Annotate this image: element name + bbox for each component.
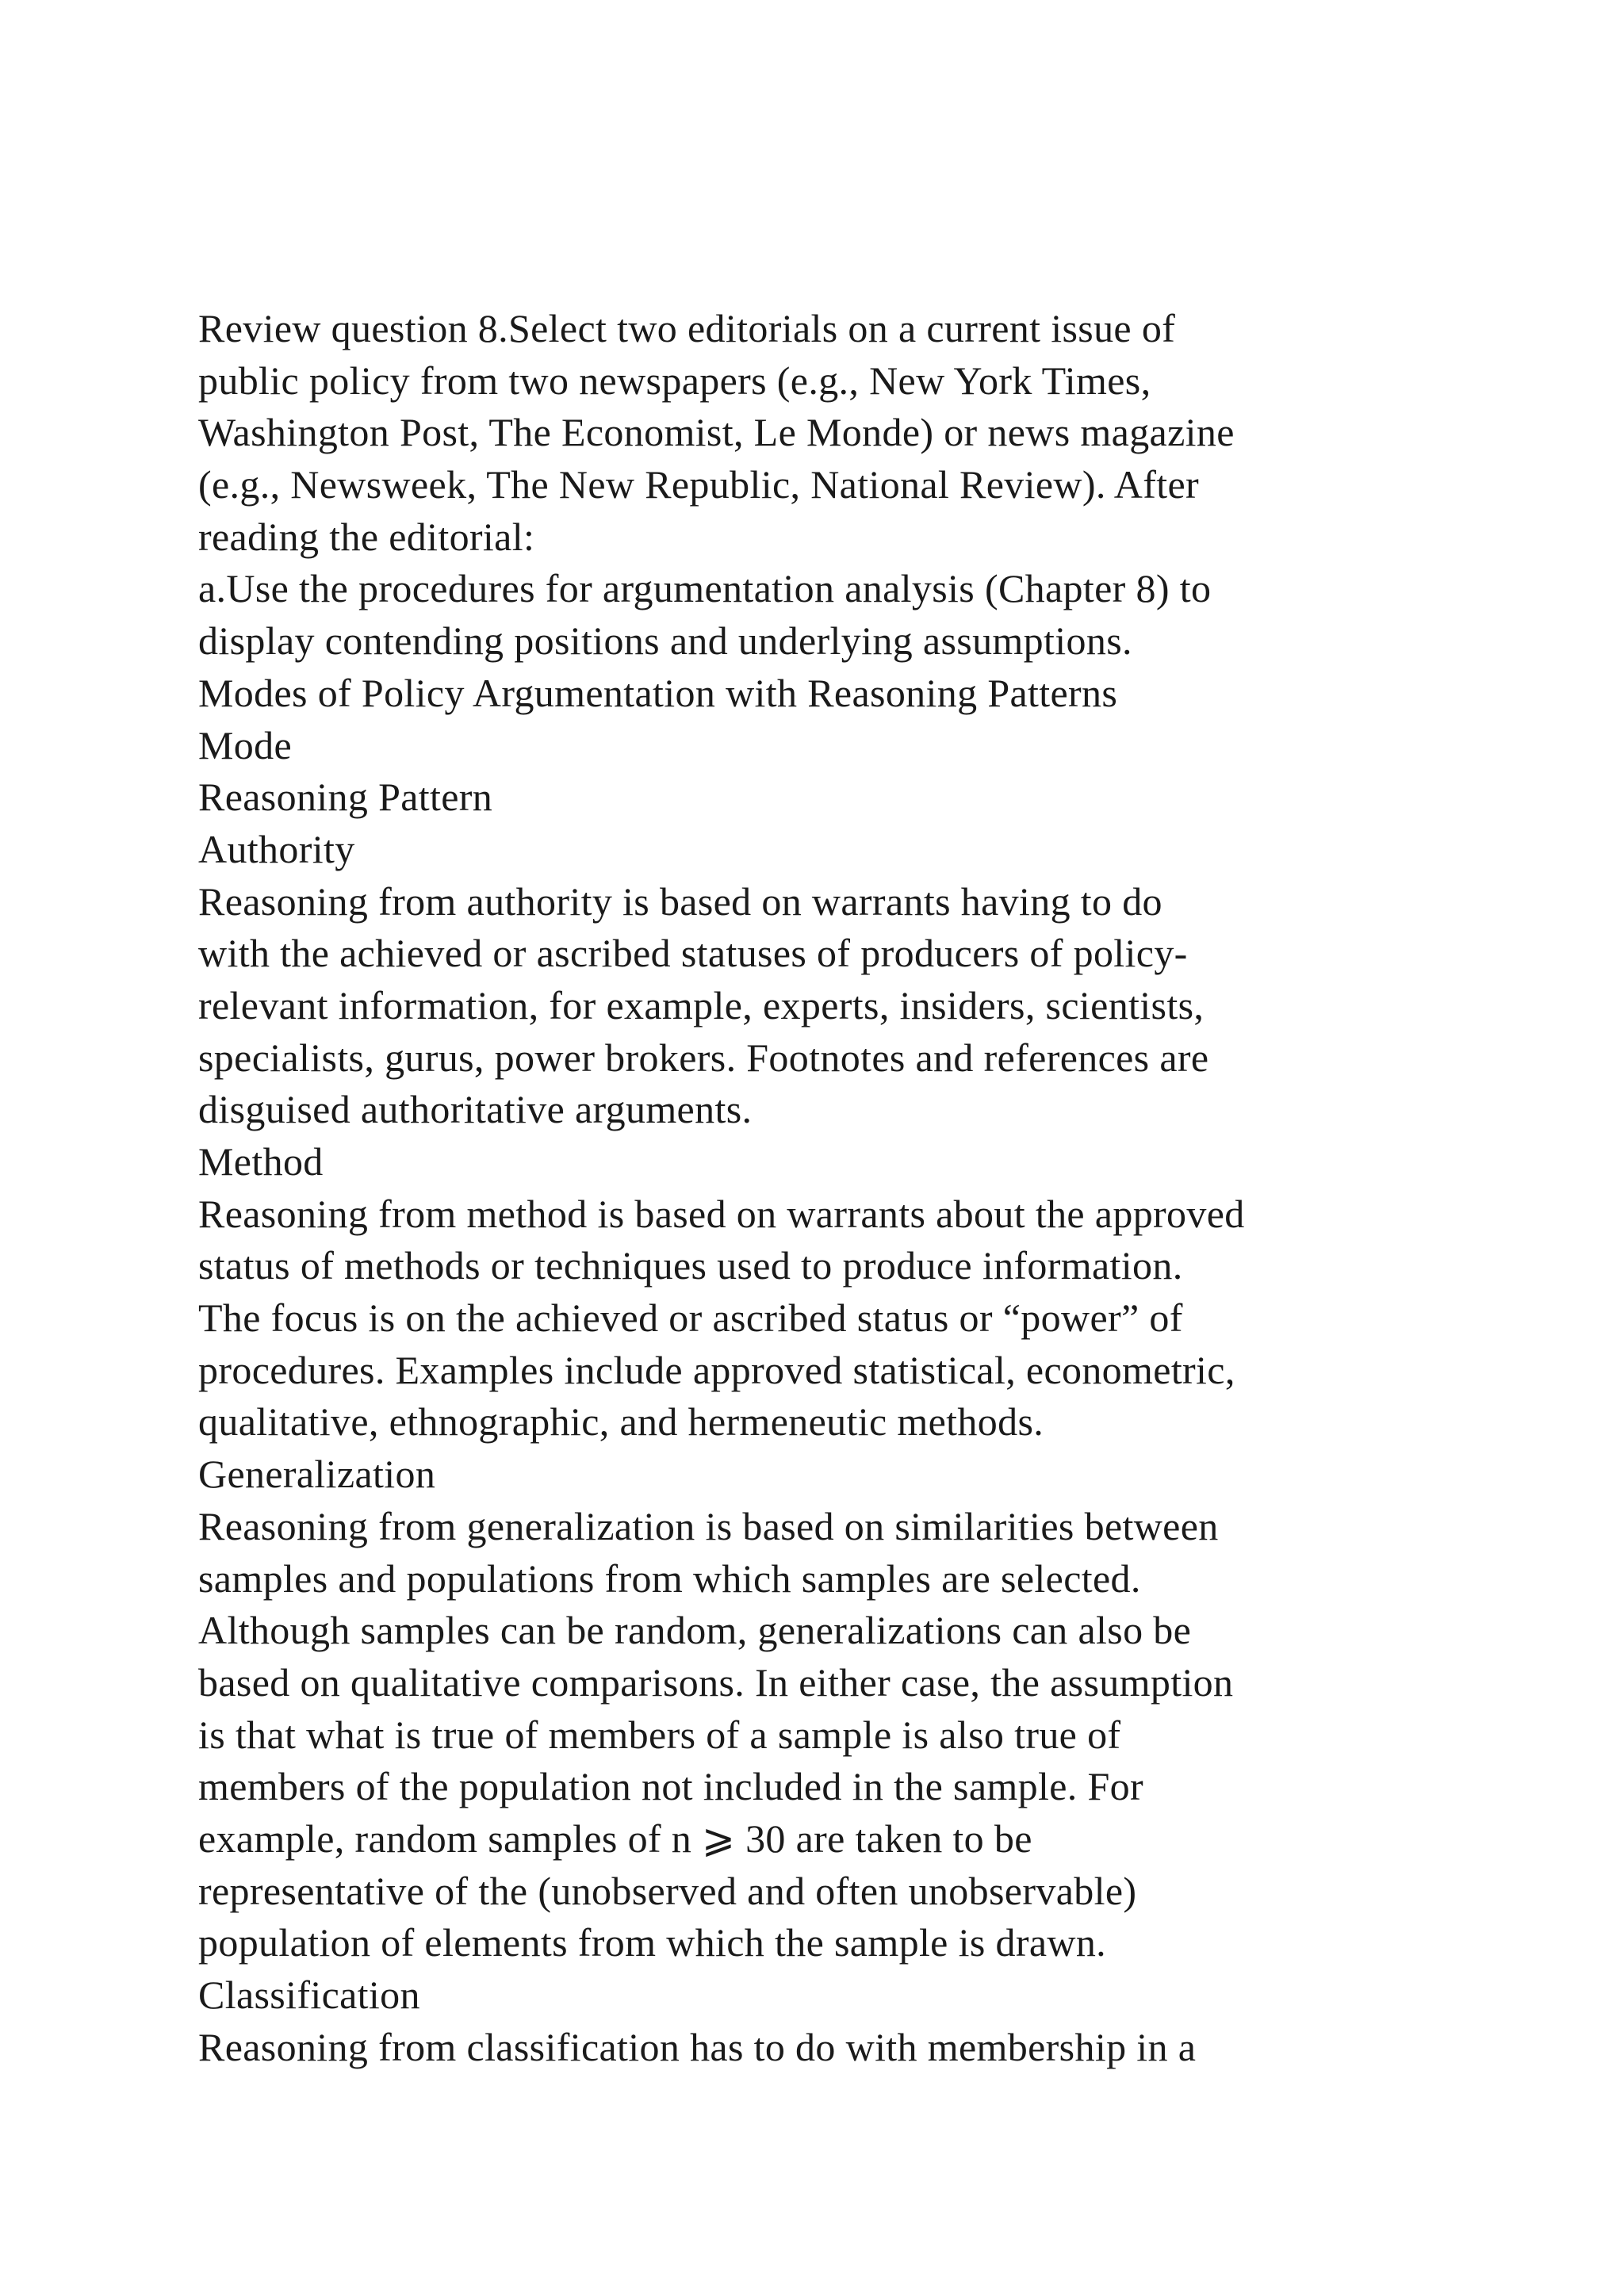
question-line-4: (e.g., Newsweek, The New Republic, National Review). After (198, 462, 1200, 507)
authority-text-line-2: with the achieved or ascribed statuses of producers of policy- (198, 931, 1188, 976)
table-title: Modes of Policy Argumentation with Reasoning Patterns (198, 670, 1118, 715)
authority-text-line-1: Reasoning from authority is based on warrants having to do (198, 878, 1162, 924)
authority-text-line-3: relevant information, for example, experts, insiders, scientists, (198, 982, 1205, 1027)
document-body (198, 303, 1546, 2073)
column-header-reasoning-pattern: Reasoning Pattern (198, 775, 493, 820)
generalization-text-line-8: representative of the (unobserved and often unobservable) (198, 1868, 1137, 1913)
mode-authority: Authority (198, 826, 355, 871)
question-line-3: Washington Post, The Economist, Le Monde) or news magazine (198, 410, 1235, 455)
mode-generalization: Generalization (198, 1452, 436, 1497)
generalization-text-line-5: is that what is true of members of a sample is also true of (198, 1712, 1121, 1757)
mode-method: Method (198, 1139, 324, 1184)
authority-text-line-4: specialists, gurus, power brokers. Footnotes and references are (198, 1035, 1209, 1080)
generalization-text-line-1: Reasoning from generalization is based on similarities between (198, 1503, 1219, 1548)
question-line-5: reading the editorial: (198, 514, 535, 559)
classification-text-line-1: Reasoning from classification has to do with membership in a (198, 2024, 1197, 2069)
question-line-1: Review question 8.Select two editorials on a current issue of (198, 306, 1176, 350)
generalization-text-line-6: members of the population not included in the sample. For (198, 1764, 1143, 1809)
generalization-text-line-7: example, random samples of n ⩾ 30 are taken to be (198, 1816, 1032, 1861)
generalization-text-line-4: based on qualitative comparisons. In either case, the assumption (198, 1659, 1234, 1705)
task-line-1: a.Use the procedures for argumentation analysis (Chapter 8) to (198, 566, 1212, 611)
method-text-line-2: status of methods or techniques used to produce information. (198, 1243, 1183, 1288)
authority-text-line-5: disguised authoritative arguments. (198, 1087, 753, 1132)
method-text-line-3: The focus is on the achieved or ascribed status or “power” of (198, 1295, 1183, 1341)
task-line-2: display contending positions and underlying assumptions. (198, 618, 1132, 664)
question-line-2: public policy from two newspapers (e.g., New York Times, (198, 358, 1151, 403)
method-text-line-1: Reasoning from method is based on warrants about the approved (198, 1191, 1245, 1236)
generalization-text-line-3: Although samples can be random, generalizations can also be (198, 1608, 1192, 1653)
column-header-mode: Mode (198, 722, 293, 767)
generalization-text-line-9: population of elements from which the sample is drawn. (198, 1920, 1107, 1965)
method-text-line-5: qualitative, ethnographic, and hermeneutic methods. (198, 1399, 1044, 1445)
generalization-text-line-2: samples and populations from which samples are selected. (198, 1556, 1141, 1601)
mode-classification: Classification (198, 1973, 420, 2017)
method-text-line-4: procedures. Examples include approved statistical, econometric, (198, 1347, 1235, 1392)
